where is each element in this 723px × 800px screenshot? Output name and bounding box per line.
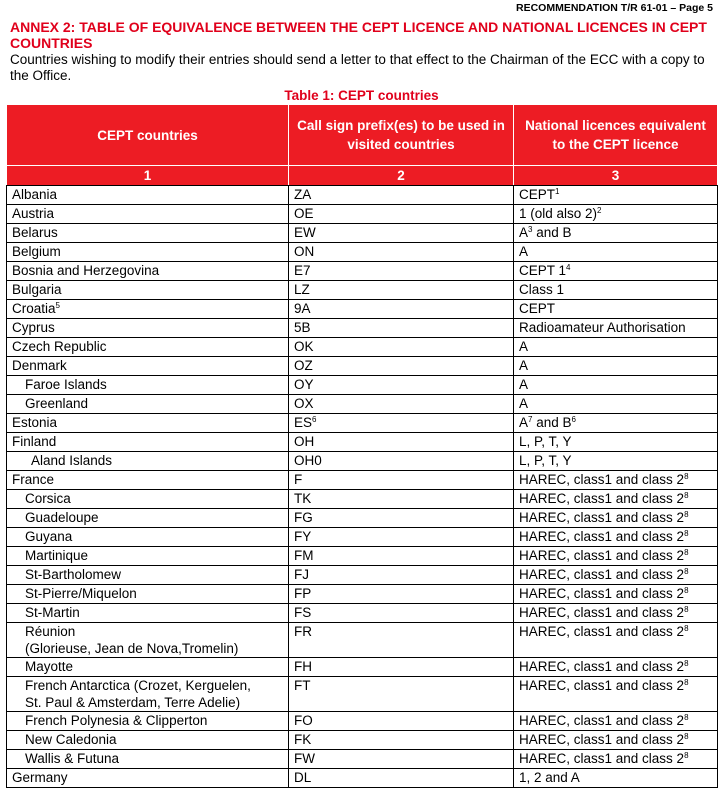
- licence-cell: [514, 357, 718, 376]
- licence-text-suffix: and B: [532, 415, 572, 430]
- table-row: [7, 338, 718, 357]
- country-name: Martinique: [25, 548, 89, 563]
- country-name: Aland Islands: [31, 453, 113, 468]
- country-name: Belgium: [12, 244, 61, 259]
- country-cell: [7, 281, 289, 300]
- licence-cell: [514, 243, 718, 262]
- column-number: 3: [514, 166, 718, 186]
- table-row: [7, 281, 718, 300]
- country-cell: [7, 224, 289, 243]
- country-cell: [7, 300, 289, 319]
- footnote-ref: 8: [684, 586, 689, 595]
- intro-paragraph: Countries wishing to modify their entries should send a letter to that effect to the Chairman of the ECC with a copy to the Office.: [10, 52, 705, 83]
- country-cell: [7, 414, 289, 433]
- annex-title: ANNEX 2: TABLE OF EQUIVALENCE BETWEEN THE CEPT LICENCE AND NATIONAL LICENCES IN CEPT COUNTRIES: [10, 19, 707, 51]
- licence-cell: [514, 677, 718, 712]
- call-sign-prefix: E7: [294, 263, 311, 278]
- country-name: Corsica: [25, 491, 71, 506]
- prefix-cell: [289, 205, 514, 224]
- prefix-cell: [289, 433, 514, 452]
- footnote-ref: 8: [684, 713, 689, 722]
- header-cept-countries: CEPT countries: [7, 105, 289, 166]
- table-row: [7, 262, 718, 281]
- prefix-cell: [289, 604, 514, 623]
- table-row: [7, 319, 718, 338]
- country-name: Finland: [12, 434, 57, 449]
- country-cell: [7, 677, 289, 712]
- footnote-ref: 7: [528, 415, 533, 424]
- licence-text: L, P, T, Y: [519, 453, 572, 468]
- call-sign-prefix: FH: [294, 659, 312, 674]
- table-row: [7, 731, 718, 750]
- prefix-cell: [289, 731, 514, 750]
- country-name: Belarus: [12, 225, 58, 240]
- licence-text: HAREC, class1 and class 2: [519, 678, 685, 693]
- country-cell: [7, 338, 289, 357]
- licence-cell: [514, 300, 718, 319]
- licence-text: A: [519, 225, 529, 240]
- country-name: Faroe Islands: [25, 377, 107, 392]
- call-sign-prefix: FG: [294, 510, 313, 525]
- country-cell: [7, 623, 289, 658]
- call-sign-prefix: ES: [294, 415, 313, 430]
- footnote-ref: 8: [684, 529, 689, 538]
- licence-text: CEPT: [519, 187, 556, 202]
- footnote-ref: 8: [684, 732, 689, 741]
- call-sign-prefix: OX: [294, 396, 314, 411]
- licence-text: HAREC, class1 and class 2: [519, 567, 685, 582]
- licence-cell: [514, 769, 718, 788]
- prefix-cell: [289, 769, 514, 788]
- licence-text: CEPT: [519, 301, 556, 316]
- table-row: [7, 224, 718, 243]
- licence-text: HAREC, class1 and class 2: [519, 510, 685, 525]
- table-row: [7, 750, 718, 769]
- column-number-row: [7, 166, 718, 186]
- licence-text: Class 1: [519, 282, 565, 297]
- prefix-cell: [289, 509, 514, 528]
- table-header-row: [7, 105, 718, 166]
- country-cell: [7, 604, 289, 623]
- licence-cell: [514, 433, 718, 452]
- licence-cell: [514, 205, 718, 224]
- footnote-ref: 5: [55, 301, 60, 310]
- licence-cell: [514, 262, 718, 281]
- licence-cell: [514, 224, 718, 243]
- country-name: Cyprus: [12, 320, 55, 335]
- running-header: RECOMMENDATION T/R 61-01 – Page 5: [515, 2, 713, 14]
- country-cell: [7, 319, 289, 338]
- call-sign-prefix: FT: [294, 678, 311, 693]
- country-name: Denmark: [12, 358, 67, 373]
- column-number: 1: [7, 166, 289, 186]
- prefix-cell: [289, 262, 514, 281]
- column-number: 2: [289, 166, 514, 186]
- licence-text: CEPT 1: [519, 263, 567, 278]
- country-cell: [7, 509, 289, 528]
- call-sign-prefix: DL: [294, 770, 312, 785]
- footnote-ref: 2: [597, 206, 602, 215]
- table-row: [7, 509, 718, 528]
- licence-text: 1 (old also 2): [519, 206, 598, 221]
- country-cell: [7, 547, 289, 566]
- country-name: Croatia: [12, 301, 56, 316]
- call-sign-prefix: OY: [294, 377, 314, 392]
- table-row: [7, 490, 718, 509]
- country-name: Wallis & Futuna: [25, 751, 120, 766]
- licence-text: HAREC, class1 and class 2: [519, 548, 685, 563]
- country-name: France: [12, 472, 55, 487]
- prefix-cell: [289, 471, 514, 490]
- licence-cell: [514, 509, 718, 528]
- country-name: Guyana: [25, 529, 73, 544]
- prefix-cell: [289, 376, 514, 395]
- footnote-ref: 8: [684, 510, 689, 519]
- call-sign-prefix: EW: [294, 225, 316, 240]
- call-sign-prefix: FO: [294, 713, 313, 728]
- table-row: [7, 585, 718, 604]
- licence-text: L, P, T, Y: [519, 434, 572, 449]
- table-row: [7, 604, 718, 623]
- table-row: [7, 376, 718, 395]
- table-row: [7, 433, 718, 452]
- prefix-cell: [289, 750, 514, 769]
- footnote-ref: 8: [684, 472, 689, 481]
- licence-cell: [514, 658, 718, 677]
- licence-text: HAREC, class1 and class 2: [519, 624, 685, 639]
- licence-cell: [514, 281, 718, 300]
- licence-cell: [514, 712, 718, 731]
- call-sign-prefix: FJ: [294, 567, 309, 582]
- prefix-cell: [289, 658, 514, 677]
- table-row: [7, 300, 718, 319]
- country-name: St-Pierre/Miquelon: [25, 586, 137, 601]
- country-cell: [7, 750, 289, 769]
- prefix-cell: [289, 547, 514, 566]
- licence-text: HAREC, class1 and class 2: [519, 713, 685, 728]
- footnote-ref: 8: [684, 548, 689, 557]
- table-row: [7, 658, 718, 677]
- prefix-cell: [289, 281, 514, 300]
- footnote-ref: 4: [566, 263, 571, 272]
- country-name: Bulgaria: [12, 282, 62, 297]
- licence-cell: [514, 319, 718, 338]
- country-cell: [7, 769, 289, 788]
- country-name: St-Martin: [25, 605, 80, 620]
- country-name: Albania: [12, 187, 58, 202]
- footnote-ref: 6: [312, 415, 317, 424]
- country-name: Réunion (Glorieuse, Jean de Nova,Tromelin): [25, 624, 239, 656]
- call-sign-prefix: TK: [294, 491, 312, 506]
- licence-text: A: [519, 339, 529, 354]
- licence-cell: [514, 471, 718, 490]
- licence-cell: [514, 585, 718, 604]
- prefix-cell: [289, 566, 514, 585]
- table-row: [7, 395, 718, 414]
- licence-text: HAREC, class1 and class 2: [519, 491, 685, 506]
- licence-text: A: [519, 377, 529, 392]
- cept-countries-table: [6, 104, 718, 788]
- licence-text: HAREC, class1 and class 2: [519, 659, 685, 674]
- prefix-cell: [289, 414, 514, 433]
- country-cell: [7, 433, 289, 452]
- call-sign-prefix: 9A: [294, 301, 311, 316]
- call-sign-prefix: OZ: [294, 358, 313, 373]
- country-name: Bosnia and Herzegovina: [12, 263, 160, 278]
- country-name: Czech Republic: [12, 339, 107, 354]
- prefix-cell: [289, 338, 514, 357]
- table-row: [7, 623, 718, 658]
- country-cell: [7, 566, 289, 585]
- country-cell: [7, 357, 289, 376]
- table-row: [7, 712, 718, 731]
- footnote-ref: 8: [684, 751, 689, 760]
- call-sign-prefix: FM: [294, 548, 314, 563]
- table-row: [7, 547, 718, 566]
- footnote-ref: 8: [684, 605, 689, 614]
- call-sign-prefix: FR: [294, 624, 312, 639]
- licence-cell: [514, 338, 718, 357]
- country-name: Estonia: [12, 415, 58, 430]
- call-sign-prefix: OE: [294, 206, 314, 221]
- table-row: [7, 769, 718, 788]
- country-name: French Antarctica (Crozet, Kerguelen, St. Paul & Amsterdam, Terre Adelie): [25, 678, 251, 710]
- licence-text: HAREC, class1 and class 2: [519, 529, 685, 544]
- licence-cell: [514, 186, 718, 205]
- call-sign-prefix: FY: [294, 529, 312, 544]
- country-name: French Polynesia & Clipperton: [25, 713, 208, 728]
- call-sign-prefix: OH0: [294, 453, 322, 468]
- call-sign-prefix: F: [294, 472, 303, 487]
- call-sign-prefix: OH: [294, 434, 315, 449]
- table-row: [7, 452, 718, 471]
- prefix-cell: [289, 300, 514, 319]
- prefix-cell: [289, 395, 514, 414]
- call-sign-prefix: ON: [294, 244, 315, 259]
- table-row: [7, 205, 718, 224]
- licence-text: 1, 2 and A: [519, 770, 580, 785]
- country-cell: [7, 395, 289, 414]
- country-cell: [7, 658, 289, 677]
- prefix-cell: [289, 357, 514, 376]
- licence-text: HAREC, class1 and class 2: [519, 605, 685, 620]
- country-name: Guadeloupe: [25, 510, 99, 525]
- licence-text: A: [519, 358, 529, 373]
- table-row: [7, 186, 718, 205]
- licence-cell: [514, 566, 718, 585]
- table-row: [7, 528, 718, 547]
- call-sign-prefix: FP: [294, 586, 312, 601]
- licence-text: HAREC, class1 and class 2: [519, 586, 685, 601]
- call-sign-prefix: FK: [294, 732, 312, 747]
- licence-cell: [514, 604, 718, 623]
- country-cell: [7, 731, 289, 750]
- country-cell: [7, 205, 289, 224]
- licence-text: A: [519, 415, 529, 430]
- country-cell: [7, 243, 289, 262]
- licence-text: HAREC, class1 and class 2: [519, 732, 685, 747]
- country-name: Greenland: [25, 396, 89, 411]
- country-name: St-Bartholomew: [25, 567, 122, 582]
- licence-cell: [514, 490, 718, 509]
- table-caption: Table 1: CEPT countries: [284, 88, 439, 103]
- country-cell: [7, 262, 289, 281]
- country-cell: [7, 471, 289, 490]
- call-sign-prefix: OK: [294, 339, 314, 354]
- call-sign-prefix: FS: [294, 605, 312, 620]
- licence-cell: [514, 623, 718, 658]
- licence-cell: [514, 452, 718, 471]
- header-call-sign-prefix: Call sign prefix(es) to be used in visited countries: [289, 105, 514, 166]
- country-cell: [7, 452, 289, 471]
- table-row: [7, 566, 718, 585]
- footnote-ref: 1: [555, 187, 560, 196]
- prefix-cell: [289, 224, 514, 243]
- licence-text-suffix: and B: [532, 225, 572, 240]
- country-name: Germany: [12, 770, 68, 785]
- table-row: [7, 471, 718, 490]
- call-sign-prefix: 5B: [294, 320, 311, 335]
- licence-cell: [514, 547, 718, 566]
- country-name: Austria: [12, 206, 55, 221]
- licence-cell: [514, 750, 718, 769]
- country-cell: [7, 712, 289, 731]
- country-cell: [7, 186, 289, 205]
- footnote-ref: 8: [684, 567, 689, 576]
- licence-text: HAREC, class1 and class 2: [519, 472, 685, 487]
- prefix-cell: [289, 677, 514, 712]
- footnote-ref: 8: [684, 491, 689, 500]
- prefix-cell: [289, 528, 514, 547]
- licence-cell: [514, 395, 718, 414]
- prefix-cell: [289, 490, 514, 509]
- licence-cell: [514, 731, 718, 750]
- footnote-ref: 3: [528, 225, 533, 234]
- country-name: New Caledonia: [25, 732, 117, 747]
- table-row: [7, 357, 718, 376]
- licence-cell: [514, 376, 718, 395]
- table-row: [7, 414, 718, 433]
- prefix-cell: [289, 186, 514, 205]
- table-row: [7, 677, 718, 712]
- call-sign-prefix: FW: [294, 751, 315, 766]
- footnote-ref: 6: [571, 415, 576, 424]
- country-name: Mayotte: [25, 659, 74, 674]
- prefix-cell: [289, 623, 514, 658]
- prefix-cell: [289, 452, 514, 471]
- country-cell: [7, 585, 289, 604]
- footnote-ref: 8: [684, 659, 689, 668]
- licence-text: A: [519, 396, 529, 411]
- licence-text: A: [519, 244, 529, 259]
- prefix-cell: [289, 585, 514, 604]
- country-cell: [7, 528, 289, 547]
- licence-text: Radioamateur Authorisation: [519, 320, 686, 335]
- header-national-licences: National licences equivalent to the CEPT licence: [514, 105, 718, 166]
- footnote-ref: 8: [684, 624, 689, 633]
- licence-cell: [514, 414, 718, 433]
- table-row: [7, 243, 718, 262]
- footnote-ref: 8: [684, 678, 689, 687]
- prefix-cell: [289, 712, 514, 731]
- prefix-cell: [289, 319, 514, 338]
- prefix-cell: [289, 243, 514, 262]
- licence-text: HAREC, class1 and class 2: [519, 751, 685, 766]
- country-cell: [7, 376, 289, 395]
- call-sign-prefix: ZA: [294, 187, 312, 202]
- country-cell: [7, 490, 289, 509]
- licence-cell: [514, 528, 718, 547]
- call-sign-prefix: LZ: [294, 282, 310, 297]
